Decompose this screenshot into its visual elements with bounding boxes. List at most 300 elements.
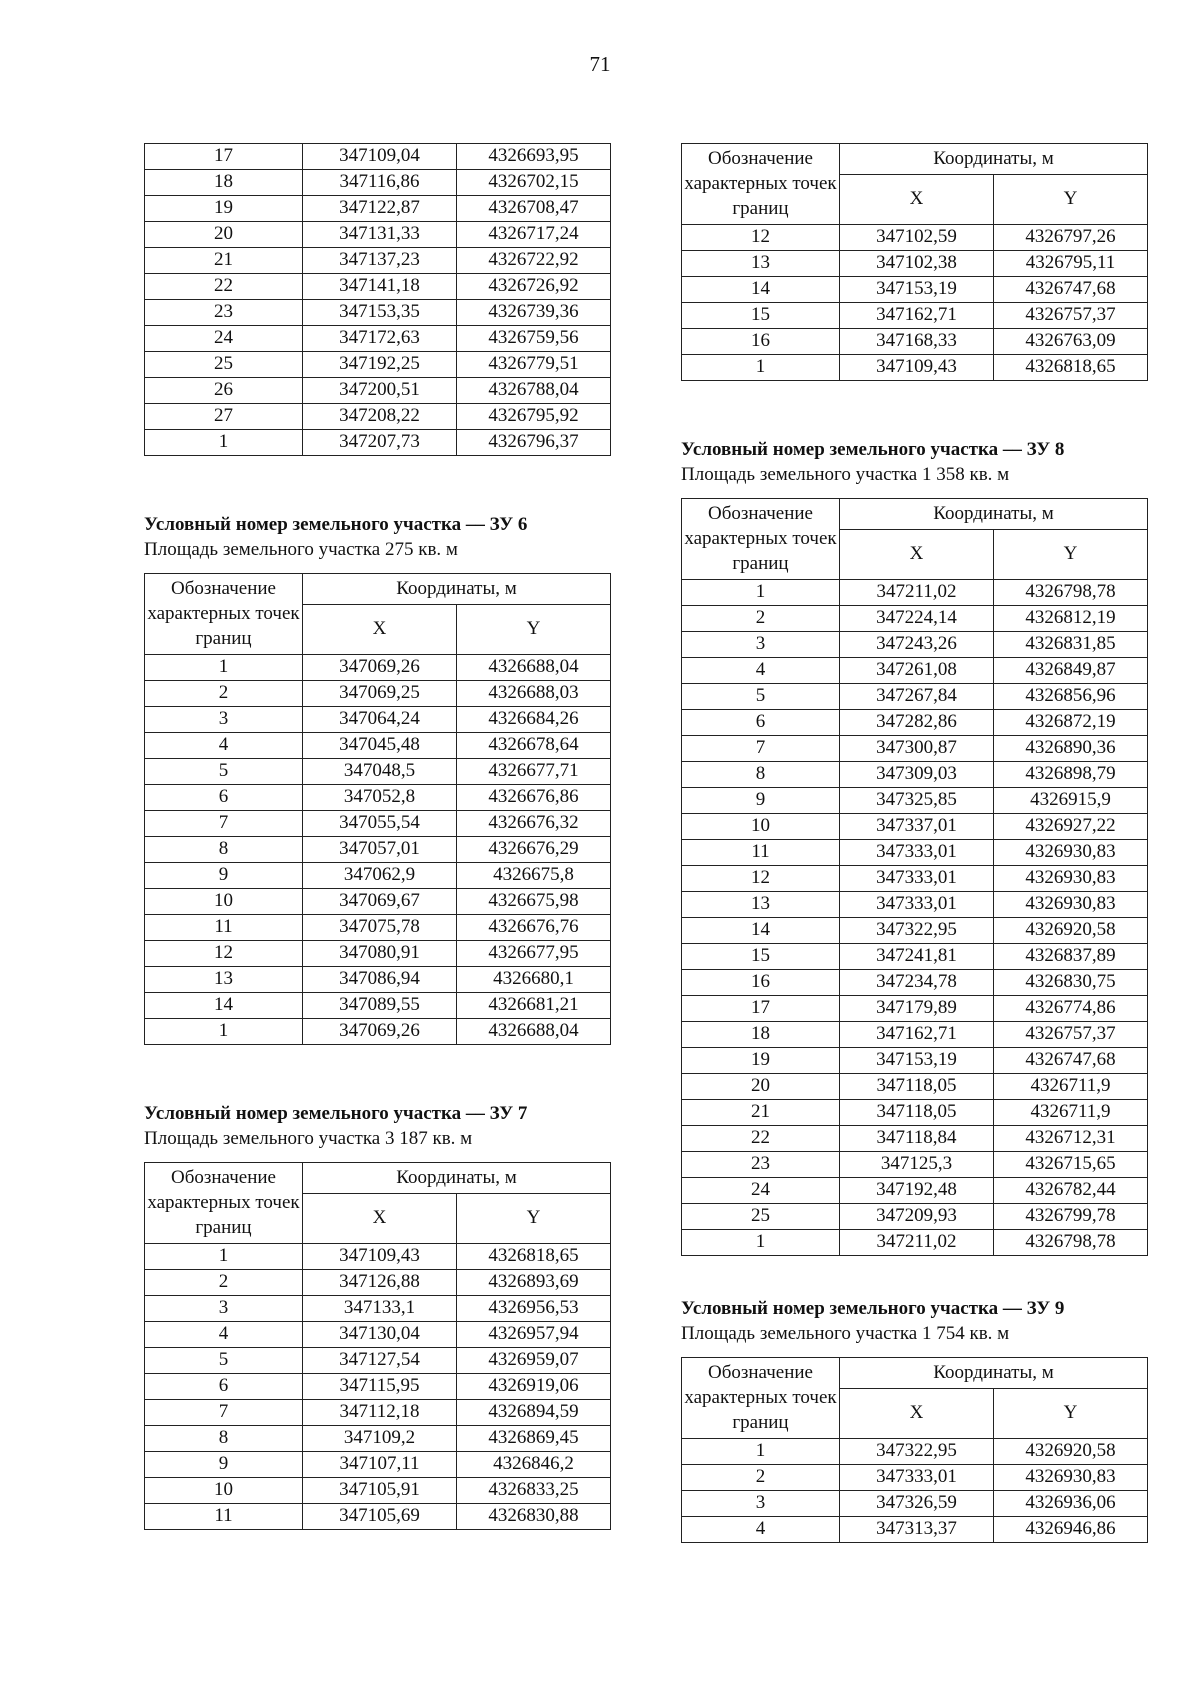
zu8-area: Площадь земельного участка 1 358 кв. м [681,464,1010,485]
table-row [145,1244,611,1270]
y-coordinate-cell: 4326956,53 [457,1296,611,1322]
y-coordinate-cell: 4326930,83 [994,866,1148,892]
x-coordinate-cell: 347337,01 [840,814,994,840]
x-coordinate-cell: 347133,1 [303,1296,457,1322]
y-coordinate-cell: 4326833,25 [457,1478,611,1504]
x-coordinate-cell: 347241,81 [840,944,994,970]
y-coordinate-cell: 4326782,44 [994,1178,1148,1204]
y-coordinate-cell: 4326798,78 [994,1230,1148,1256]
point-number-cell: 9 [145,1452,303,1478]
x-coordinate-cell: 347192,48 [840,1178,994,1204]
y-coordinate-cell: 4326759,56 [457,326,611,352]
table-row [682,225,1148,251]
table-row [145,404,611,430]
x-coordinate-cell: 347112,18 [303,1400,457,1426]
table-row [145,170,611,196]
table-row [145,681,611,707]
y-coordinate-cell: 4326936,06 [994,1491,1148,1517]
y-coordinate-cell: 4326869,45 [457,1426,611,1452]
header-coords-label: Координаты, м [840,144,1148,175]
point-number-cell: 1 [682,1439,840,1465]
header-coords-label: Координаты, м [840,499,1148,530]
point-number-cell: 1 [145,1244,303,1270]
y-coordinate-cell: 4326763,09 [994,329,1148,355]
x-coordinate-cell: 347127,54 [303,1348,457,1374]
x-coordinate-cell: 347162,71 [840,1022,994,1048]
table-row [145,1478,611,1504]
point-number-cell: 12 [682,225,840,251]
y-coordinate-cell: 4326795,11 [994,251,1148,277]
x-coordinate-cell: 347333,01 [840,892,994,918]
point-number-cell: 14 [145,993,303,1019]
point-number-cell: 20 [682,1074,840,1100]
y-coordinate-cell: 4326872,19 [994,710,1148,736]
table-header-row [682,144,1148,175]
table-row [145,1348,611,1374]
zu6-title: Условный номер земельного участка –– ЗУ 6 [144,514,528,535]
x-coordinate-cell: 347267,84 [840,684,994,710]
y-coordinate-cell: 4326915,9 [994,788,1148,814]
table-row [682,1100,1148,1126]
y-coordinate-cell: 4326830,75 [994,970,1148,996]
y-coordinate-cell: 4326831,85 [994,632,1148,658]
y-coordinate-cell: 4326919,06 [457,1374,611,1400]
point-number-cell: 11 [145,915,303,941]
point-number-cell: 13 [682,892,840,918]
x-coordinate-cell: 347105,69 [303,1504,457,1530]
table-row [145,1296,611,1322]
table-row [682,632,1148,658]
x-coordinate-cell: 347153,35 [303,300,457,326]
table-header-row [145,1163,611,1194]
table-header-row [682,499,1148,530]
table-row [145,733,611,759]
table-row [682,996,1148,1022]
y-coordinate-cell: 4326957,94 [457,1322,611,1348]
table-row [145,863,611,889]
x-coordinate-cell: 347075,78 [303,915,457,941]
x-coordinate-cell: 347105,91 [303,1478,457,1504]
point-number-cell: 1 [682,355,840,381]
point-number-cell: 10 [682,814,840,840]
x-coordinate-cell: 347130,04 [303,1322,457,1348]
table-row [145,759,611,785]
point-number-cell: 22 [145,274,303,300]
y-coordinate-cell: 4326796,37 [457,430,611,456]
x-coordinate-cell: 347224,14 [840,606,994,632]
x-coordinate-cell: 347207,73 [303,430,457,456]
point-number-cell: 10 [145,889,303,915]
point-number-cell: 25 [682,1204,840,1230]
table-row [145,941,611,967]
point-number-cell: 8 [682,762,840,788]
zu6-table [144,573,611,1045]
table-row [682,580,1148,606]
table-row [682,736,1148,762]
y-coordinate-cell: 4326946,86 [994,1517,1148,1543]
point-number-cell: 27 [145,404,303,430]
table-row [682,329,1148,355]
table-row [145,1504,611,1530]
y-coordinate-cell: 4326712,31 [994,1126,1148,1152]
y-coordinate-cell: 4326930,83 [994,840,1148,866]
y-coordinate-cell: 4326920,58 [994,918,1148,944]
zu6-section [144,512,610,1045]
table-row [682,1048,1148,1074]
zu9-title: Условный номер земельного участка — ЗУ 9 [681,1298,1065,1319]
table-row [682,762,1148,788]
table-row [682,1074,1148,1100]
x-coordinate-cell: 347052,8 [303,785,457,811]
y-coordinate-cell: 4326747,68 [994,277,1148,303]
point-number-cell: 1 [145,655,303,681]
y-coordinate-cell: 4326722,92 [457,248,611,274]
point-number-cell: 13 [682,251,840,277]
point-number-cell: 7 [682,736,840,762]
point-number-cell: 23 [682,1152,840,1178]
x-coordinate-cell: 347109,2 [303,1426,457,1452]
y-coordinate-cell: 4326681,21 [457,993,611,1019]
table-row [145,222,611,248]
y-coordinate-cell: 4326849,87 [994,658,1148,684]
point-number-cell: 18 [145,170,303,196]
point-number-cell: 2 [145,681,303,707]
table-row [145,811,611,837]
point-number-cell: 1 [682,580,840,606]
point-number-cell: 9 [145,863,303,889]
y-coordinate-cell: 4326675,8 [457,863,611,889]
point-number-cell: 6 [682,710,840,736]
y-coordinate-cell: 4326676,76 [457,915,611,941]
table-row [145,1374,611,1400]
point-number-cell: 13 [145,967,303,993]
point-number-cell: 6 [145,1374,303,1400]
y-coordinate-cell: 4326779,51 [457,352,611,378]
y-coordinate-cell: 4326837,89 [994,944,1148,970]
x-coordinate-cell: 347141,18 [303,274,457,300]
x-coordinate-cell: 347086,94 [303,967,457,993]
table-row [682,355,1148,381]
point-number-cell: 22 [682,1126,840,1152]
header-x-label: X [840,530,994,580]
x-coordinate-cell: 347333,01 [840,866,994,892]
point-number-cell: 19 [145,196,303,222]
table-row [145,274,611,300]
header-x-label: X [303,1194,457,1244]
point-number-cell: 5 [145,1348,303,1374]
point-number-cell: 19 [682,1048,840,1074]
y-coordinate-cell: 4326818,65 [994,355,1148,381]
table-row [682,970,1148,996]
zu5-continued-table [144,143,611,456]
point-number-cell: 4 [145,1322,303,1348]
point-number-cell: 23 [145,300,303,326]
x-coordinate-cell: 347192,25 [303,352,457,378]
header-x-label: X [840,1389,994,1439]
point-number-cell: 7 [145,811,303,837]
table-row [682,918,1148,944]
x-coordinate-cell: 347102,38 [840,251,994,277]
x-coordinate-cell: 347208,22 [303,404,457,430]
y-coordinate-cell: 4326676,29 [457,837,611,863]
table-row [682,788,1148,814]
table-row [145,1322,611,1348]
x-coordinate-cell: 347168,33 [840,329,994,355]
y-coordinate-cell: 4326739,36 [457,300,611,326]
header-point-label: Обозначение характерных точек границ [682,144,840,225]
header-y-label: Y [457,1194,611,1244]
point-number-cell: 3 [145,707,303,733]
table-row [682,840,1148,866]
table-row [145,1400,611,1426]
point-number-cell: 14 [682,277,840,303]
x-coordinate-cell: 347048,5 [303,759,457,785]
y-coordinate-cell: 4326788,04 [457,378,611,404]
y-coordinate-cell: 4326798,78 [994,580,1148,606]
header-point-label: Обозначение характерных точек границ [682,499,840,580]
point-number-cell: 3 [145,1296,303,1322]
table-row [145,352,611,378]
zu9-section [681,1296,1147,1543]
y-coordinate-cell: 4326930,83 [994,892,1148,918]
header-y-label: Y [994,175,1148,225]
y-coordinate-cell: 4326898,79 [994,762,1148,788]
y-coordinate-cell: 4326708,47 [457,196,611,222]
table-header-row [145,574,611,605]
zu7-continued-table [681,143,1148,381]
point-number-cell: 5 [145,759,303,785]
point-number-cell: 12 [145,941,303,967]
x-coordinate-cell: 347234,78 [840,970,994,996]
table-row [145,196,611,222]
x-coordinate-cell: 347179,89 [840,996,994,1022]
table-row [145,915,611,941]
point-number-cell: 8 [145,837,303,863]
y-coordinate-cell: 4326676,86 [457,785,611,811]
x-coordinate-cell: 347333,01 [840,1465,994,1491]
table-row [682,251,1148,277]
y-coordinate-cell: 4326959,07 [457,1348,611,1374]
header-point-label: Обозначение характерных точек границ [145,1163,303,1244]
y-coordinate-cell: 4326711,9 [994,1074,1148,1100]
y-coordinate-cell: 4326693,95 [457,144,611,170]
y-coordinate-cell: 4326680,1 [457,967,611,993]
y-coordinate-cell: 4326830,88 [457,1504,611,1530]
zu8-table [681,498,1148,1256]
table-row [145,300,611,326]
header-y-label: Y [457,605,611,655]
x-coordinate-cell: 347069,26 [303,655,457,681]
y-coordinate-cell: 4326675,98 [457,889,611,915]
table-row [145,837,611,863]
y-coordinate-cell: 4326715,65 [994,1152,1148,1178]
x-coordinate-cell: 347131,33 [303,222,457,248]
x-coordinate-cell: 347125,3 [840,1152,994,1178]
point-number-cell: 21 [145,248,303,274]
y-coordinate-cell: 4326677,71 [457,759,611,785]
right-column [681,143,1147,1543]
zu9-table [681,1357,1148,1543]
table-row [145,1426,611,1452]
y-coordinate-cell: 4326890,36 [994,736,1148,762]
y-coordinate-cell: 4326930,83 [994,1465,1148,1491]
x-coordinate-cell: 347107,11 [303,1452,457,1478]
x-coordinate-cell: 347322,95 [840,1439,994,1465]
table-row [145,378,611,404]
x-coordinate-cell: 347069,26 [303,1019,457,1045]
table-row [682,684,1148,710]
point-number-cell: 12 [682,866,840,892]
table-row [145,1452,611,1478]
x-coordinate-cell: 347118,84 [840,1126,994,1152]
y-coordinate-cell: 4326678,64 [457,733,611,759]
point-number-cell: 4 [682,658,840,684]
table-row [682,814,1148,840]
point-number-cell: 17 [682,996,840,1022]
table-row [145,993,611,1019]
x-coordinate-cell: 347333,01 [840,840,994,866]
x-coordinate-cell: 347211,02 [840,1230,994,1256]
table-row [145,144,611,170]
point-number-cell: 2 [145,1270,303,1296]
x-coordinate-cell: 347062,9 [303,863,457,889]
y-coordinate-cell: 4326799,78 [994,1204,1148,1230]
y-coordinate-cell: 4326797,26 [994,225,1148,251]
y-coordinate-cell: 4326757,37 [994,303,1148,329]
x-coordinate-cell: 347118,05 [840,1074,994,1100]
x-coordinate-cell: 347109,43 [303,1244,457,1270]
y-coordinate-cell: 4326818,65 [457,1244,611,1270]
header-point-label: Обозначение характерных точек границ [682,1358,840,1439]
y-coordinate-cell: 4326920,58 [994,1439,1148,1465]
x-coordinate-cell: 347325,85 [840,788,994,814]
point-number-cell: 16 [682,970,840,996]
point-number-cell: 14 [682,918,840,944]
point-number-cell: 4 [145,733,303,759]
point-number-cell: 26 [145,378,303,404]
header-x-label: X [840,175,994,225]
y-coordinate-cell: 4326757,37 [994,1022,1148,1048]
table-row [682,277,1148,303]
y-coordinate-cell: 4326676,32 [457,811,611,837]
point-number-cell: 1 [145,1019,303,1045]
table-row [145,889,611,915]
left-column [144,143,610,1530]
x-coordinate-cell: 347064,24 [303,707,457,733]
table-row [682,1517,1148,1543]
x-coordinate-cell: 347309,03 [840,762,994,788]
point-number-cell: 17 [145,144,303,170]
zu7-table [144,1162,611,1530]
table-row [682,944,1148,970]
y-coordinate-cell: 4326893,69 [457,1270,611,1296]
table-row [682,1204,1148,1230]
y-coordinate-cell: 4326894,59 [457,1400,611,1426]
point-number-cell: 24 [682,1178,840,1204]
point-number-cell: 6 [145,785,303,811]
point-number-cell: 1 [145,430,303,456]
x-coordinate-cell: 347137,23 [303,248,457,274]
zu7-title: Условный номер земельного участка –– ЗУ 7 [144,1103,528,1124]
table-row [682,658,1148,684]
point-number-cell: 24 [145,326,303,352]
table-row [145,655,611,681]
y-coordinate-cell: 4326812,19 [994,606,1148,632]
y-coordinate-cell: 4326684,26 [457,707,611,733]
x-coordinate-cell: 347057,01 [303,837,457,863]
point-number-cell: 7 [145,1400,303,1426]
point-number-cell: 2 [682,606,840,632]
zu9-area: Площадь земельного участка 1 754 кв. м [681,1323,1010,1344]
point-number-cell: 18 [682,1022,840,1048]
point-number-cell: 20 [145,222,303,248]
header-coords-label: Координаты, м [840,1358,1148,1389]
x-coordinate-cell: 347300,87 [840,736,994,762]
table-row [682,1178,1148,1204]
zu6-area: Площадь земельного участка 275 кв. м [144,539,458,560]
x-coordinate-cell: 347080,91 [303,941,457,967]
x-coordinate-cell: 347102,59 [840,225,994,251]
table-row [682,1022,1148,1048]
table-row [145,1270,611,1296]
table-row [145,326,611,352]
table-row [682,1491,1148,1517]
point-number-cell: 9 [682,788,840,814]
y-coordinate-cell: 4326717,24 [457,222,611,248]
x-coordinate-cell: 347282,86 [840,710,994,736]
point-number-cell: 11 [145,1504,303,1530]
table-row [145,785,611,811]
point-number-cell: 3 [682,632,840,658]
x-coordinate-cell: 347126,88 [303,1270,457,1296]
zu8-title: Условный номер земельного участка –– ЗУ 8 [681,439,1065,460]
x-coordinate-cell: 347122,87 [303,196,457,222]
header-point-label: Обозначение характерных точек границ [145,574,303,655]
point-number-cell: 25 [145,352,303,378]
point-number-cell: 8 [145,1426,303,1452]
x-coordinate-cell: 347153,19 [840,1048,994,1074]
x-coordinate-cell: 347089,55 [303,993,457,1019]
zu8-section [681,437,1147,1256]
table-row [145,967,611,993]
x-coordinate-cell: 347069,25 [303,681,457,707]
x-coordinate-cell: 347313,37 [840,1517,994,1543]
y-coordinate-cell: 4326726,92 [457,274,611,300]
y-coordinate-cell: 4326688,04 [457,655,611,681]
point-number-cell: 5 [682,684,840,710]
y-coordinate-cell: 4326927,22 [994,814,1148,840]
x-coordinate-cell: 347069,67 [303,889,457,915]
point-number-cell: 3 [682,1491,840,1517]
table-row [682,303,1148,329]
point-number-cell: 11 [682,840,840,866]
table-row [145,707,611,733]
y-coordinate-cell: 4326688,03 [457,681,611,707]
y-coordinate-cell: 4326846,2 [457,1452,611,1478]
point-number-cell: 21 [682,1100,840,1126]
x-coordinate-cell: 347326,59 [840,1491,994,1517]
x-coordinate-cell: 347118,05 [840,1100,994,1126]
x-coordinate-cell: 347200,51 [303,378,457,404]
point-number-cell: 1 [682,1230,840,1256]
x-coordinate-cell: 347153,19 [840,277,994,303]
x-coordinate-cell: 347109,04 [303,144,457,170]
table-header-row [682,1358,1148,1389]
zu7-area: Площадь земельного участка 3 187 кв. м [144,1128,473,1149]
x-coordinate-cell: 347261,08 [840,658,994,684]
point-number-cell: 16 [682,329,840,355]
header-x-label: X [303,605,457,655]
